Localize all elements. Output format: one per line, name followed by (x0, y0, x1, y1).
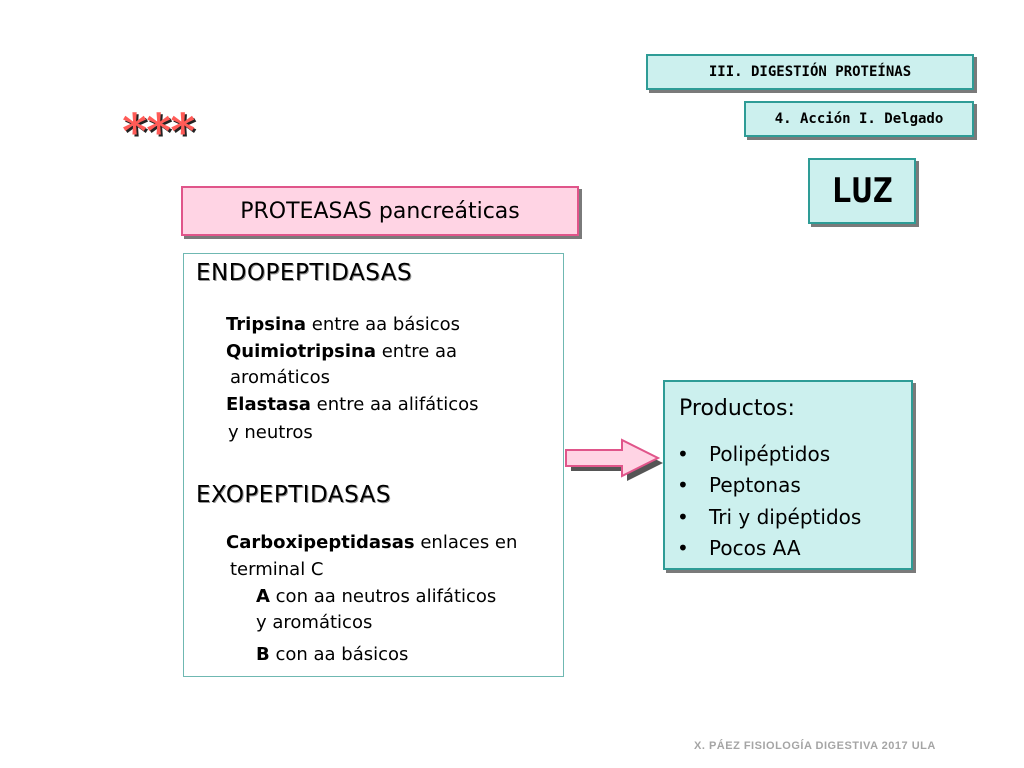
products-title: Productos: (679, 396, 795, 421)
product-item (677, 473, 801, 497)
carboxipeptidasas-desc: enlaces en (414, 532, 518, 553)
quimiotripsina-desc-cont: aromáticos (230, 367, 330, 388)
protease-title: PROTEASAS pancreáticas (240, 198, 520, 224)
carboxipeptidasas-desc-cont: terminal C (230, 559, 324, 580)
product-label: Pocos AA (709, 536, 801, 560)
bullet-icon: • (677, 536, 689, 560)
carboxipeptidasa-b-name: B (256, 644, 270, 665)
product-label: Peptonas (709, 473, 801, 497)
location-badge (808, 158, 916, 224)
exopeptidases-heading: EXOPEPTIDASAS (196, 482, 391, 508)
carboxipeptidasa-b-desc: con aa básicos (269, 644, 409, 665)
product-label: Tri y dipéptidos (709, 505, 862, 529)
elastasa-desc: entre aa alifáticos (310, 394, 479, 415)
product-item (677, 536, 801, 560)
carboxipeptidasa-a-name: A (256, 586, 270, 607)
location-label: LUZ (831, 171, 893, 211)
product-item (677, 442, 830, 466)
stars-decoration: *** (122, 104, 195, 160)
quimiotripsina-name: Quimiotripsina (226, 341, 376, 362)
product-item (677, 505, 861, 529)
tripsina-desc: entre aa básicos (306, 314, 461, 335)
subsection-badge (744, 101, 974, 137)
section-badge (646, 54, 974, 90)
protease-title-box (181, 186, 579, 236)
carboxipeptidasa-a-desc-cont: y aromáticos (256, 612, 373, 633)
carboxipeptidasa-a-line (256, 586, 496, 607)
carboxipeptidasas-line (226, 532, 517, 553)
carboxipeptidasas-name: Carboxipeptidasas (226, 532, 415, 553)
products-box (663, 380, 913, 570)
bullet-icon: • (677, 442, 689, 466)
footer-credit: X. PÁEZ FISIOLOGÍA DIGESTIVA 2017 ULA (694, 740, 936, 752)
elastasa-name: Elastasa (226, 394, 311, 415)
enzyme-list-box (183, 253, 564, 677)
section-label: III. DIGESTIÓN PROTEÍNAS (708, 64, 912, 80)
right-arrow-icon (562, 436, 666, 484)
product-label: Polipéptidos (709, 442, 831, 466)
carboxipeptidasa-b-line (256, 644, 408, 665)
bullet-icon: • (677, 473, 689, 497)
tripsina-line (226, 314, 460, 335)
subsection-label: 4. Acción I. Delgado (774, 111, 944, 127)
bullet-icon: • (677, 505, 689, 529)
tripsina-name: Tripsina (226, 314, 307, 335)
elastasa-desc-cont: y neutros (228, 422, 313, 443)
elastasa-line (226, 394, 479, 415)
endopeptidases-heading: ENDOPEPTIDASAS (196, 260, 413, 286)
quimiotripsina-line (226, 341, 457, 362)
carboxipeptidasa-a-desc: con aa neutros alifáticos (269, 586, 497, 607)
quimiotripsina-desc: entre aa (375, 341, 458, 362)
